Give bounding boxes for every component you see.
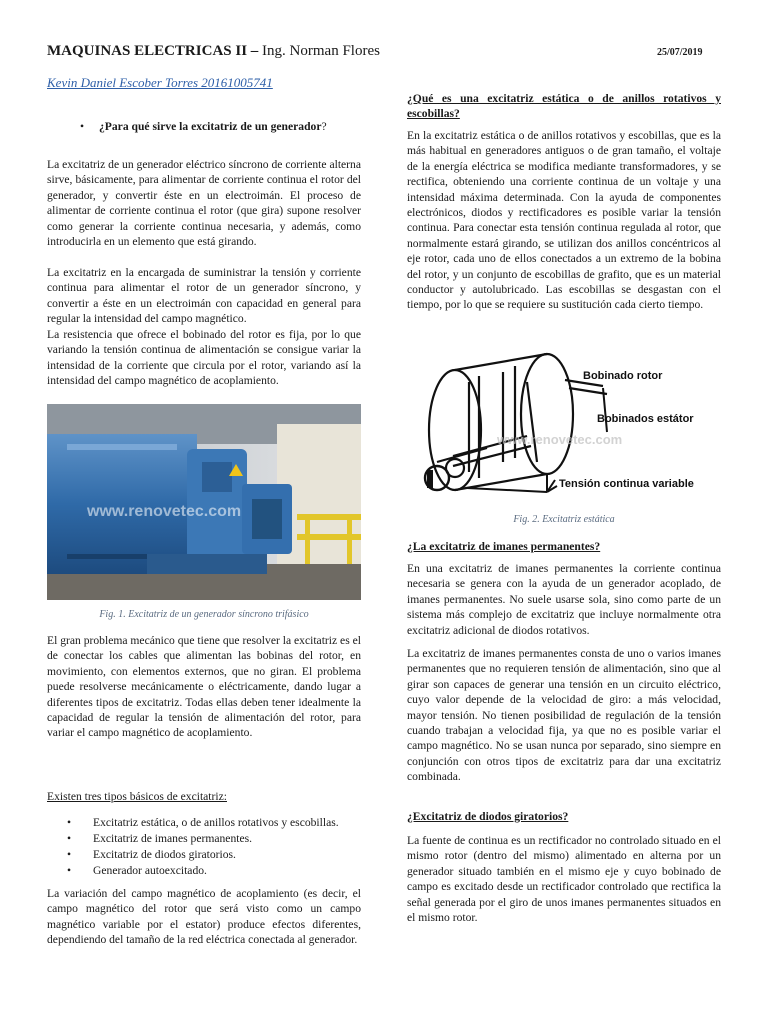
photo-watermark: www.renovetec.com bbox=[87, 503, 242, 520]
label-bobinados-estator: Bobinados estátor bbox=[597, 413, 694, 425]
bullet-icon: • bbox=[67, 848, 72, 861]
document-title bbox=[47, 43, 380, 60]
bullet-icon: • bbox=[67, 816, 72, 829]
paragraph-1: La excitatriz de un generador eléctrico síncrono de corriente alterna sirve, básicamente, para alimentar de corriente continua el rotor del generador, y convertir éste en un electroimán. El proceso de alimentar de corriente continua el rotor (que gira) supone resolver como generar la corriente continua necesaria, y además, como introducirla en un elemento que está girando. bbox=[47, 158, 361, 249]
course-name: MAQUINAS ELECTRICAS II – bbox=[47, 43, 259, 59]
paragraph-4: El gran problema mecánico que tiene que resolver la excitatriz es el de conectar los cables que alimentan las bobinas del rotor, en movimiento, con elementos externos, que no giran. El problema puede resolverse mecánicamente o eléctricamente, dando lugar a diferentes tipos de excitatriz. Todas ellas deben tener idealmente la capacidad de regular la tensión de alimentación del rotor, para variar el campo magnético de acoplamiento. bbox=[47, 634, 361, 740]
paragraph-3: La resistencia que ofrece el bobinado del rotor es fija, por lo que variando la tensión continua de alimentación se consigue variar la intensidad de la corriente que circula por el rotor, variando así la intensidad del campo magnético de acoplamiento. bbox=[47, 328, 361, 388]
paragraph-2: La excitatriz en la encargada de suministrar la tensión y corriente continua para alimentar el rotor de un generador síncrono, y convertir a éste en un electroimán con capacidad en general para regular la intensidad del campo magnético. bbox=[47, 266, 361, 326]
heading-permanent-magnets: ¿La excitatriz de imanes permanentes? bbox=[407, 540, 601, 553]
bullet-icon: • bbox=[67, 864, 72, 877]
right-paragraph-3: La excitatriz de imanes permanentes consta de uno o varios imanes permanentes que no requieren tensión de alimentación, sino que al girar son capaces de generar una tensión en un circuito eléctrico, cuyo valor depende de la velocidad de giro: a más velocidad, mayor tensión. No tienen posibilidad de regulación de la tensión cuando trabajan a velocidad fija, ya que no es posible variar el campo magnético. No se usan nunca por separado, sino siempre en conjunción con otros tipos de excitatriz para dar una excitatriz combinada. bbox=[407, 647, 721, 784]
heading-static-exciter: ¿Qué es una excitatriz estática o de anillos rotativos y escobillas? bbox=[407, 92, 721, 121]
exciter-drawing bbox=[407, 352, 721, 502]
static-exciter-diagram bbox=[407, 352, 721, 502]
list-item-text: Excitatriz de imanes permanentes. bbox=[93, 832, 253, 845]
figure-2-caption: Fig. 2. Excitatriz estática bbox=[513, 514, 615, 525]
list-item-text: Excitatriz de diodos giratorios. bbox=[93, 848, 236, 861]
label-bobinado-rotor: Bobinado rotor bbox=[583, 370, 663, 382]
teacher-name: Ing. Norman Flores bbox=[262, 43, 380, 59]
document-date: 25/07/2019 bbox=[657, 47, 703, 58]
right-paragraph-2: En una excitatriz de imanes permanentes la corriente continua necesaria se genera con la ayuda de un generador acoplado, de imanes permanentes. No suele usarse sola, sino como parte de un sistema más complejo de excitatriz que incluye normalmente otra excitatriz adicional de diodos rotativos. bbox=[407, 562, 721, 637]
bullet-icon: • bbox=[80, 120, 85, 133]
list-item-text: Generador autoexcitado. bbox=[93, 864, 207, 877]
right-paragraph-1: En la excitatriz estática o de anillos rotativos y escobillas, que es la más habitual en generadores antiguos o de gran tamaño, el voltaje de la energía eléctrica se modifica mediante transformadores, y se rectifica, obteniendo una corriente continua de un voltaje y una intensidad máxima determinada. Con la ayuda de componentes electrónicos, diodos y rectificadores es posible variar la tensión continua. Para conectar esta tensión continua regulada al rotor, que normalmente estará girando, se utilizan dos anillos concéntricos al eje rotor, cada uno de ellos conectados a un extremo de la bobina del rotor, y un conjunto de escobillas de grafito, que es un material conductor y autolubricado. Las escobillas se desgastan con el tiempo, por lo que se requiere su sustitución cada cierto tiempo. bbox=[407, 129, 721, 312]
author-link[interactable]: Kevin Daniel Escober Torres 20161005741 bbox=[47, 75, 273, 90]
right-paragraph-4: La fuente de continua es un rectificador no controlado situado en el mismo rotor (dentro del mismo) alimentado en alterna por un generador situado también en el mismo eje y cuyo bobinado de campo es excitado desde un rectificador controlado que rectifica la señal generada por el giro de unos imanes permanentes situados en el mismo rotor. bbox=[407, 834, 721, 925]
diagram-watermark: www.renovetec.com bbox=[497, 432, 623, 447]
figure-1-caption: Fig. 1. Excitatriz de un generador síncrono trifásico bbox=[99, 609, 309, 620]
generator-illustration bbox=[47, 404, 361, 600]
types-heading: Existen tres tipos básicos de excitatriz: bbox=[47, 790, 227, 803]
question-heading: ¿Para qué sirve la excitatriz de un generador bbox=[99, 120, 322, 133]
heading-rotating-diodes: ¿Excitatriz de diodos giratorios? bbox=[407, 810, 569, 823]
generator-photo bbox=[47, 404, 361, 600]
paragraph-5: La variación del campo magnético de acoplamiento (es decir, el campo magnético del rotor que será visto como un campo magnético variable por el estator) produce efectos diferentes, dependiendo del tamaño de la red eléctrica conectada al generador. bbox=[47, 887, 361, 947]
label-tension-continua: Tensión continua variable bbox=[559, 478, 694, 490]
list-item-text: Excitatriz estática, o de anillos rotativos y escobillas. bbox=[93, 816, 339, 829]
question-mark: ? bbox=[321, 120, 327, 133]
bullet-icon: • bbox=[67, 832, 72, 845]
